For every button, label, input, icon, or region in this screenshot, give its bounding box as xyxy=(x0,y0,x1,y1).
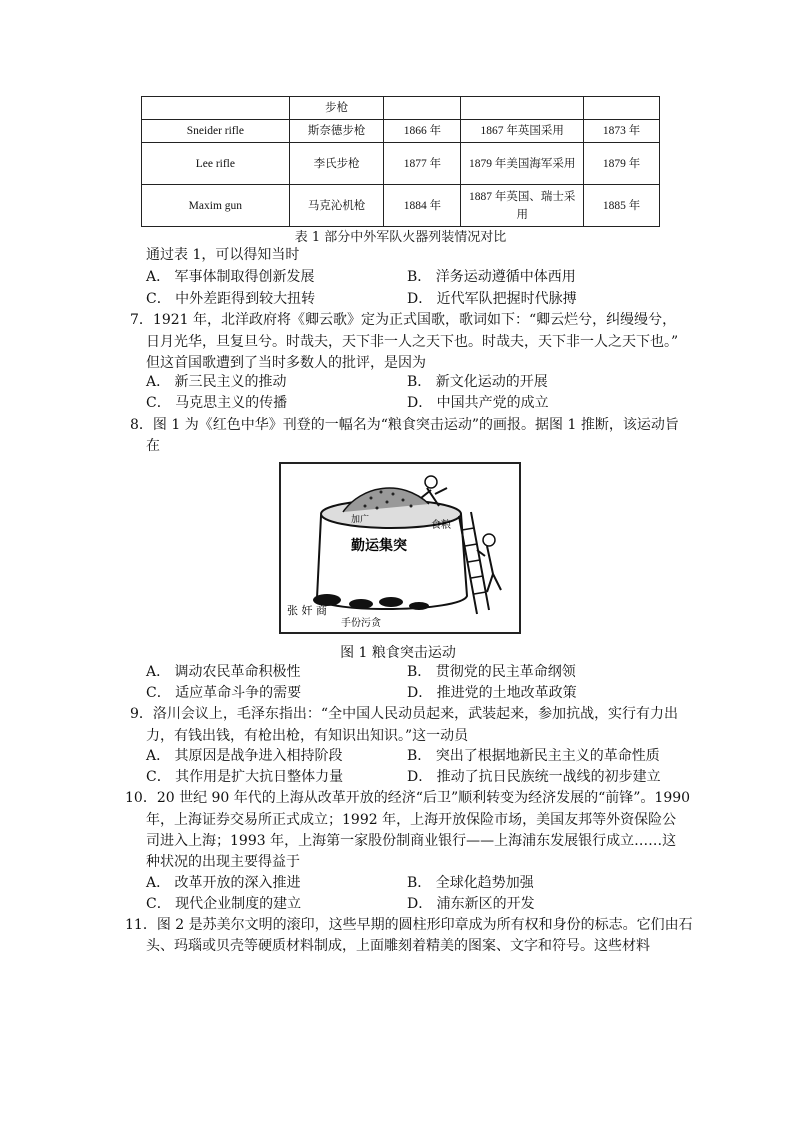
ground-label: 张 奸 商 xyxy=(287,604,327,617)
table-row xyxy=(142,97,660,120)
q8-stem-line2: 在 xyxy=(146,438,160,454)
q8-option-c: C． 适应革命斗争的需要 xyxy=(146,685,302,701)
illustration-drawing xyxy=(281,464,519,632)
q6-option-d: D． 近代军队把握时代脉搏 xyxy=(407,291,577,307)
grain-campaign-illustration xyxy=(279,462,521,634)
q9-option-b: B． 突出了根据地新民主主义的革命性质 xyxy=(407,748,660,764)
table-cell: 1885 年 xyxy=(584,185,660,227)
table-cell: 1867 年英国采用 xyxy=(461,120,584,143)
q9-option-a: A． 其原因是战争进入相持阶段 xyxy=(146,748,343,764)
table-row xyxy=(142,120,660,143)
bottom-label: 手份污贪 xyxy=(341,618,381,629)
table-cell: 1873 年 xyxy=(584,120,660,143)
q10-option-b: B． 全球化趋势加强 xyxy=(407,875,534,891)
table-cell: 1879 年 xyxy=(584,143,660,185)
bag-main-label: 勤运集突 xyxy=(351,538,407,554)
firearms-table xyxy=(141,96,660,227)
table-cell: 1887 年英国、瑞士采用 xyxy=(461,185,584,227)
q7-stem-line2: 日月光华，旦复旦兮。时哉夫，天下非一人之天下也。时哉夫，天下非一人之天下也。” xyxy=(146,334,679,350)
table-row xyxy=(142,185,660,227)
table-cell: 斯奈德步枪 xyxy=(289,120,384,143)
table-cell: 1884 年 xyxy=(384,185,461,227)
table-caption: 表 1 部分中外军队火器列装情况对比 xyxy=(294,230,507,245)
table-cell: Sneider rifle xyxy=(142,120,290,143)
table-cell: 李氏步枪 xyxy=(289,143,384,185)
q10-stem-line2: 年，上海证券交易所正式成立；1992 年，上海开放保险市场，美国友邦等外资保险公 xyxy=(146,812,677,828)
q8-option-b: B． 贯彻党的民主革命纲领 xyxy=(407,664,576,680)
q8-option-a: A． 调动农民革命积极性 xyxy=(146,664,301,680)
q9-option-c: C． 其作用是扩大抗日整体力量 xyxy=(146,769,344,785)
q7-option-c: C． 马克思主义的传播 xyxy=(146,395,288,411)
q6-option-c: C． 中外差距得到较大扭转 xyxy=(146,291,316,307)
bag-side-label: 食粮 xyxy=(431,520,451,531)
q8-stem-line1: 8．图 1 为《红色中华》刊登的一幅名为“粮食突击运动”的画报。据图 1 推断，该运动旨 xyxy=(130,417,679,433)
q6-option-b: B． 洋务运动遵循中体西用 xyxy=(407,269,576,285)
table-cell xyxy=(142,97,290,120)
q10-option-a: A． 改革开放的深入推进 xyxy=(146,875,301,891)
q10-stem-line3: 司进入上海；1993 年，上海第一家股份制商业银行——上海浦东发展银行成立……这 xyxy=(146,833,677,849)
figure1-caption: 图 1 粮食突击运动 xyxy=(340,645,456,661)
q7-stem-line3: 但这首国歌遭到了当时多数人的批评，是因为 xyxy=(146,355,426,371)
q6-stem: 通过表 1，可以得知当时 xyxy=(146,247,300,263)
table-cell xyxy=(384,97,461,120)
q9-stem-line2: 力，有钱出钱，有枪出枪，有知识出知识。”这一动员 xyxy=(146,728,469,744)
table-cell xyxy=(584,97,660,120)
q8-option-d: D． 推进党的土地改革政策 xyxy=(407,685,577,701)
table-cell: 1877 年 xyxy=(384,143,461,185)
q10-stem-line1: 10．20 世纪 90 年代的上海从改革开放的经济“后卫”顺利转变为经济发展的“前锋”。1990 xyxy=(125,790,691,806)
q7-option-d: D． 中国共产党的成立 xyxy=(407,395,549,411)
table-cell: 步枪 xyxy=(289,97,384,120)
table-cell: 1866 年 xyxy=(384,120,461,143)
q7-option-b: B． 新文化运动的开展 xyxy=(407,374,548,390)
q9-stem-line1: 9．洛川会议上，毛泽东指出：“全中国人民动员起来，武装起来，参加抗战，实行有力出 xyxy=(130,706,679,722)
table-cell: Maxim gun xyxy=(142,185,290,227)
q11-stem-line1: 11．图 2 是苏美尔文明的滚印，这些早期的圆柱形印章成为所有权和身份的标志。它们由石 xyxy=(125,917,693,933)
q7-option-a: A． 新三民主义的推动 xyxy=(146,374,287,390)
q11-stem-line2: 头、玛瑙或贝壳等硬质材料制成，上面雕刻着精美的图案、文字和符号。这些材料 xyxy=(146,938,650,954)
q10-option-d: D． 浦东新区的开发 xyxy=(407,896,535,912)
q10-option-c: C． 现代企业制度的建立 xyxy=(146,896,302,912)
q6-option-a: A． 军事体制取得创新发展 xyxy=(146,269,315,285)
table-cell: Lee rifle xyxy=(142,143,290,185)
q9-option-d: D． 推动了抗日民族统一战线的初步建立 xyxy=(407,769,661,785)
q10-stem-line4: 种状况的出现主要得益于 xyxy=(146,854,300,870)
q7-stem-line1: 7．1921 年，北洋政府将《卿云歌》定为正式国歌，歌词如下：“卿云烂兮，纠缦缦兮， xyxy=(130,312,677,328)
table-cell: 马克沁机枪 xyxy=(289,185,384,227)
table-cell: 1879 年美国海军采用 xyxy=(461,143,584,185)
bag-top-label: 加广 xyxy=(351,515,370,525)
table-row xyxy=(142,143,660,185)
table-cell xyxy=(461,97,584,120)
